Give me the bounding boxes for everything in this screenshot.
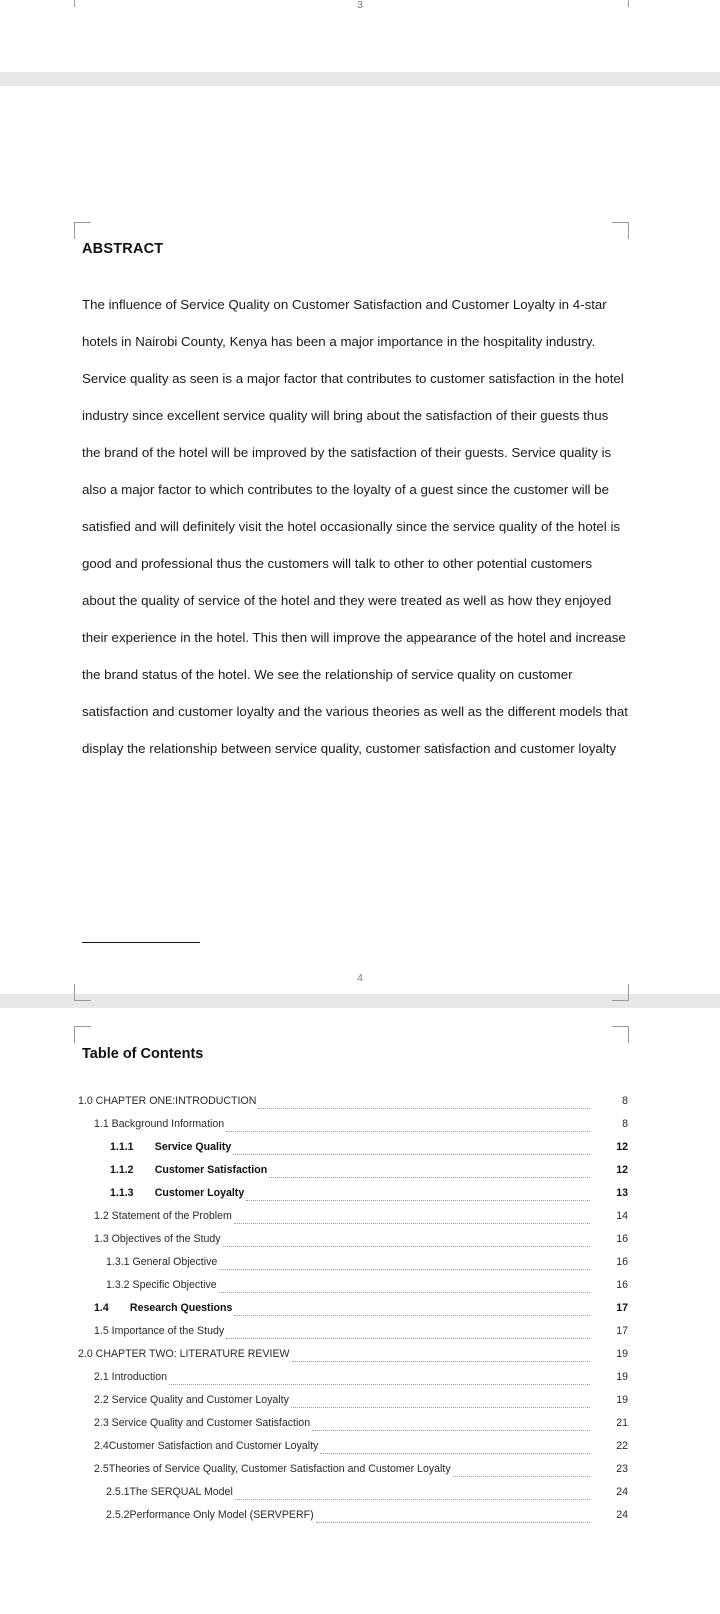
toc-entry[interactable]	[78, 1113, 628, 1136]
toc-entry-page-number: 17	[616, 1302, 628, 1314]
page-abstract	[0, 86, 720, 994]
toc-entry[interactable]	[78, 1159, 628, 1182]
toc-entry-label: 1.2 Statement of the Problem	[94, 1210, 232, 1222]
toc-entry-page-number: 17	[616, 1325, 628, 1337]
crop-mark-top-right-icon	[612, 1026, 629, 1043]
toc-entry-page-number: 19	[616, 1394, 628, 1406]
page-number: 4	[357, 973, 363, 984]
toc-list	[78, 1090, 628, 1527]
toc-entry-label: 1.3 Objectives of the Study	[94, 1233, 221, 1245]
toc-entry[interactable]	[78, 1435, 628, 1458]
abstract-heading: ABSTRACT	[82, 241, 164, 257]
toc-leader-dots	[316, 1521, 590, 1523]
toc-entry[interactable]	[78, 1458, 628, 1481]
toc-entry[interactable]	[78, 1343, 628, 1366]
toc-entry-page-number: 22	[616, 1440, 628, 1452]
page-divider	[0, 72, 720, 86]
toc-entry-page-number: 16	[616, 1233, 628, 1245]
toc-entry-page-number: 8	[622, 1118, 628, 1130]
toc-leader-dots	[453, 1475, 590, 1477]
toc-entry-page-number: 24	[616, 1486, 628, 1498]
toc-entry[interactable]	[78, 1504, 628, 1527]
abstract-body-text: The influence of Service Quality on Customer Satisfaction and Customer Loyalty in 4-star hotels in Nairobi County, Kenya has been a major importance in the hospitality industry. Service quality as seen is a major factor that contributes to customer satisfaction in the hotel industry since excellent service quality will bring about the satisfaction of their guests thus the brand of the hotel will be improved by the satisfaction of their guests. Service quality is also a major factor to which contributes to the loyalty of a guest since the customer will be satisfied and will definitely visit the hotel occasionally since the service quality of the hotel is good and professional thus the customers will talk to other to other potential customers about the quality of service of the hotel and they were treated as well as how they enjoyed their experience in the hotel. This then will improve the appearance of the hotel and increase the brand status of the hotel. We see the relationship of service quality on customer satisfaction and customer loyalty and the various theories as well as the different models that display the relationship between service quality, customer satisfaction and customer loyalty	[82, 297, 628, 756]
crop-mark-bottom-right-icon	[612, 984, 629, 1001]
toc-leader-dots	[312, 1429, 590, 1431]
toc-entry-page-number: 13	[616, 1187, 628, 1199]
crop-mark-top-right-icon	[612, 222, 629, 239]
toc-entry[interactable]	[78, 1274, 628, 1297]
toc-entry-label: 2.3 Service Quality and Customer Satisfaction	[94, 1417, 311, 1429]
crop-mark-top-left-icon	[74, 1026, 91, 1043]
toc-leader-dots	[234, 1314, 590, 1316]
toc-entry[interactable]	[78, 1228, 628, 1251]
toc-entry-page-number: 24	[616, 1509, 628, 1521]
toc-entry-page-number: 12	[616, 1141, 628, 1153]
toc-entry[interactable]	[78, 1297, 628, 1320]
toc-entry-page-number: 8	[622, 1095, 628, 1107]
page-table-of-contents	[0, 1008, 720, 1614]
toc-entry-page-number: 14	[616, 1210, 628, 1222]
toc-entry[interactable]	[78, 1182, 628, 1205]
toc-entry-label: 1.1.1 Service Quality	[110, 1141, 232, 1153]
toc-leader-dots	[233, 1153, 590, 1155]
toc-entry-label: 2.2 Service Quality and Customer Loyalty	[94, 1394, 289, 1406]
toc-entry-label: 1.4 Research Questions	[94, 1302, 233, 1314]
toc-entry[interactable]	[78, 1320, 628, 1343]
toc-leader-dots	[258, 1107, 590, 1109]
toc-entry-label: 1.1 Background Information	[94, 1118, 225, 1130]
toc-entry-label: 2.0 CHAPTER TWO: LITERATURE REVIEW	[78, 1348, 290, 1360]
page-partial-top	[0, 0, 720, 72]
toc-leader-dots	[169, 1383, 590, 1385]
toc-leader-dots	[291, 1406, 590, 1408]
toc-leader-dots	[234, 1222, 590, 1224]
toc-entry-label: 1.1.2 Customer Satisfaction	[110, 1164, 268, 1176]
toc-entry-label: 2.1 Introduction	[94, 1371, 168, 1383]
toc-entry[interactable]	[78, 1205, 628, 1228]
toc-entry[interactable]	[78, 1251, 628, 1274]
toc-entry[interactable]	[78, 1389, 628, 1412]
toc-entry-page-number: 19	[616, 1371, 628, 1383]
toc-leader-dots	[226, 1337, 590, 1339]
toc-leader-dots	[246, 1199, 590, 1201]
toc-leader-dots	[219, 1291, 590, 1293]
toc-entry-page-number: 12	[616, 1164, 628, 1176]
toc-entry-label: 1.5 Importance of the Study	[94, 1325, 225, 1337]
toc-entry[interactable]	[78, 1136, 628, 1159]
toc-entry-label: 1.3.1 General Objective	[106, 1256, 218, 1268]
page-number: 3	[357, 0, 363, 11]
toc-entry[interactable]	[78, 1366, 628, 1389]
toc-entry-label: 1.3.2 Specific Objective	[106, 1279, 217, 1291]
toc-entry-label: 2.4Customer Satisfaction and Customer Loyalty	[94, 1440, 319, 1452]
toc-leader-dots	[223, 1245, 590, 1247]
toc-leader-dots	[269, 1176, 590, 1178]
toc-entry-label: 2.5.2Performance Only Model (SERVPERF)	[106, 1509, 314, 1521]
toc-leader-dots	[226, 1130, 590, 1132]
horizontal-rule	[82, 942, 200, 943]
toc-leader-dots	[235, 1498, 590, 1500]
toc-entry[interactable]	[78, 1412, 628, 1435]
toc-heading: Table of Contents	[82, 1046, 204, 1062]
toc-leader-dots	[292, 1360, 590, 1362]
toc-entry-label: 2.5.1The SERQUAL Model	[106, 1486, 233, 1498]
toc-leader-dots	[219, 1268, 590, 1270]
toc-entry-page-number: 16	[616, 1256, 628, 1268]
toc-entry-label: 1.0 CHAPTER ONE:INTRODUCTION	[78, 1095, 257, 1107]
toc-leader-dots	[320, 1452, 590, 1454]
toc-entry-label: 1.1.3 Customer Loyalty	[110, 1187, 245, 1199]
toc-entry-label: 2.5Theories of Service Quality, Customer Satisfaction and Customer Loyalty	[94, 1463, 451, 1475]
toc-entry-page-number: 19	[616, 1348, 628, 1360]
toc-entry[interactable]	[78, 1090, 628, 1113]
toc-entry-page-number: 23	[616, 1463, 628, 1475]
toc-entry-page-number: 16	[616, 1279, 628, 1291]
crop-mark-top-left-icon	[74, 222, 91, 239]
toc-entry[interactable]	[78, 1481, 628, 1504]
toc-entry-page-number: 21	[616, 1417, 628, 1429]
crop-mark-bottom-left-icon	[74, 984, 91, 1001]
